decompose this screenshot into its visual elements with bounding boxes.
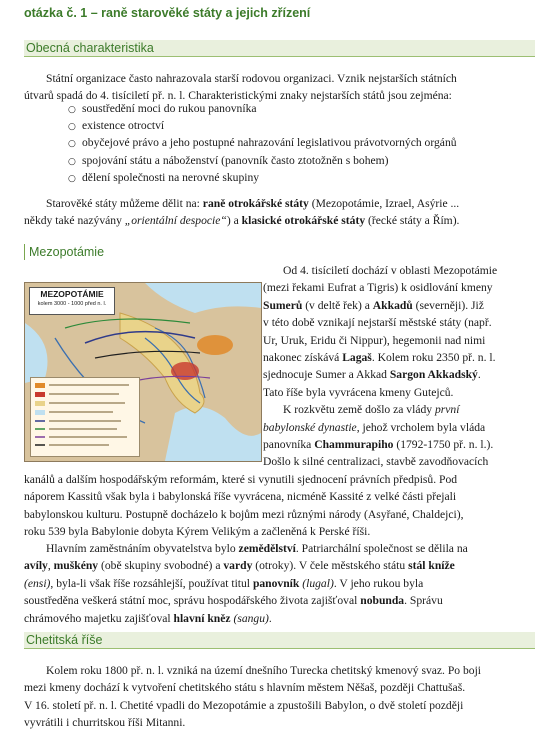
list-item: ○ obyčejové právo a jeho postupné nahrazování legislativou právotvorných orgánů <box>68 135 457 152</box>
list-item: ○ dělení společnosti na nerovné skupiny <box>68 170 457 187</box>
section-heading-chetitska: Chetitská říše <box>24 632 535 649</box>
map-title-box <box>29 287 115 315</box>
division-paragraph: Starověké státy můžeme dělit na: raně otrokářské státy (Mezopotámie, Izrael, Asýrie ... někdy také nazývány „orientální despocie“) a klasické otrokářské státy (řecké státy a Řím). <box>24 197 460 228</box>
hittite-paragraph: Kolem roku 1800 př. n. l. vzniká na území dnešního Turecka chetitský kmenový svaz. Po boji mezi kmeny dochází k vytvoření chetitského státu s hlavním městem Něšaš, později Chattušaš. V 16. století př. n. l. Chetité vpadli do Mezopotámie a zpustošili Babylon, o dvě století později vyvrátili i churritskou říši Mitanni. <box>24 664 482 730</box>
bullet-circle-icon: ○ <box>68 105 76 115</box>
bullet-circle-icon: ○ <box>68 156 76 167</box>
mesopotamia-map <box>24 282 262 462</box>
list-item: ○ spojování státu a náboženství (panovník často ztotožněn s bohem) <box>68 153 457 170</box>
characteristics-list <box>68 101 457 187</box>
section-heading-mezopotamie: Mezopotámie <box>24 244 538 260</box>
bullet-circle-icon: ○ <box>68 139 76 150</box>
section-heading-obecna: Obecná charakteristika <box>24 40 535 57</box>
bullet-circle-icon: ○ <box>68 173 76 184</box>
intro-line: útvarů spadá do 4. tisíciletí př. n. l. Charakteristickými znaky nejstarších států jsou zejména: <box>24 89 452 103</box>
society-paragraph: Hlavním zaměstnáním obyvatelstva bylo zemědělství. Patriarchální společnost se dělila na avíly, muškény (obě skupiny svobodné) a vardy (otroky). V čele městského státu stál kníže (ensi), byla-li však říše rozsáhlejší, používat titul panovník (lugal). V jeho rukou byla soustředěna veškerá státní moc, správu hospodářského života zajišťoval nobunda. Správu chrámového majetku zajišťoval hlavní kněz (sangu). <box>24 542 468 625</box>
page-title: otázka č. 1 – raně starověké státy a jejich zřízení <box>24 6 311 20</box>
list-item: ○ existence otroctví <box>68 118 457 135</box>
list-item: ○ soustředění moci do rukou panovníka <box>68 101 457 118</box>
intro-line: Státní organizace často nahrazovala starší rodovou organizaci. Vznik nejstarších státních <box>46 72 457 85</box>
map-subtitle: kolem 3000 - 1000 před n. l. <box>37 301 107 307</box>
bullet-circle-icon: ○ <box>68 122 76 133</box>
mesopotamia-paragraph-right: Od 4. tisíciletí dochází v oblasti Mezopotámie (mezi řekami Eufrat a Tigris) k osidlování kmeny Sumerů (v deltě řek) a Akkadů (severněji). Již v této době vznikají nejstarší městské státy (např. Ur, Uruk, Eridu či Nippur), hegemonii nad nimi nakonec získává Lagaš. Kolem roku 2350 př. n. l. sjednocuje Sumer a Akkad Sargon Akkadský. Tato říše byla vyvrácena kmeny Gutejců. K rozkvětu země došlo za vlády první babylonské dynastie, jehož vrcholem byla vláda panovníka Chammurapiho (1792-1750 př. n. l.). Došlo k silné centralizaci, stavbě zavodňovacích <box>263 264 498 469</box>
mesopotamia-paragraph-full: kanálů a dalším hospodářským reformám, které si vynutili sjednocení právních předpisů. Pod náporem Kassitů však byla i babylonská říše vyvrácena, nicméně Kassité z velké části přejali babylonskou kulturu. Postupně docházelo k bojům mezi různými národy (Asyřané, Chaldejci), roku 539 byla Babylonie dobyta Kýrem Velikým a začleněná k Perské říši. <box>24 473 464 539</box>
intro-paragraph <box>24 70 533 105</box>
map-legend-swatches <box>31 378 139 456</box>
map-title: MEZOPOTÁMIE <box>40 289 104 299</box>
map-legend <box>30 377 140 457</box>
